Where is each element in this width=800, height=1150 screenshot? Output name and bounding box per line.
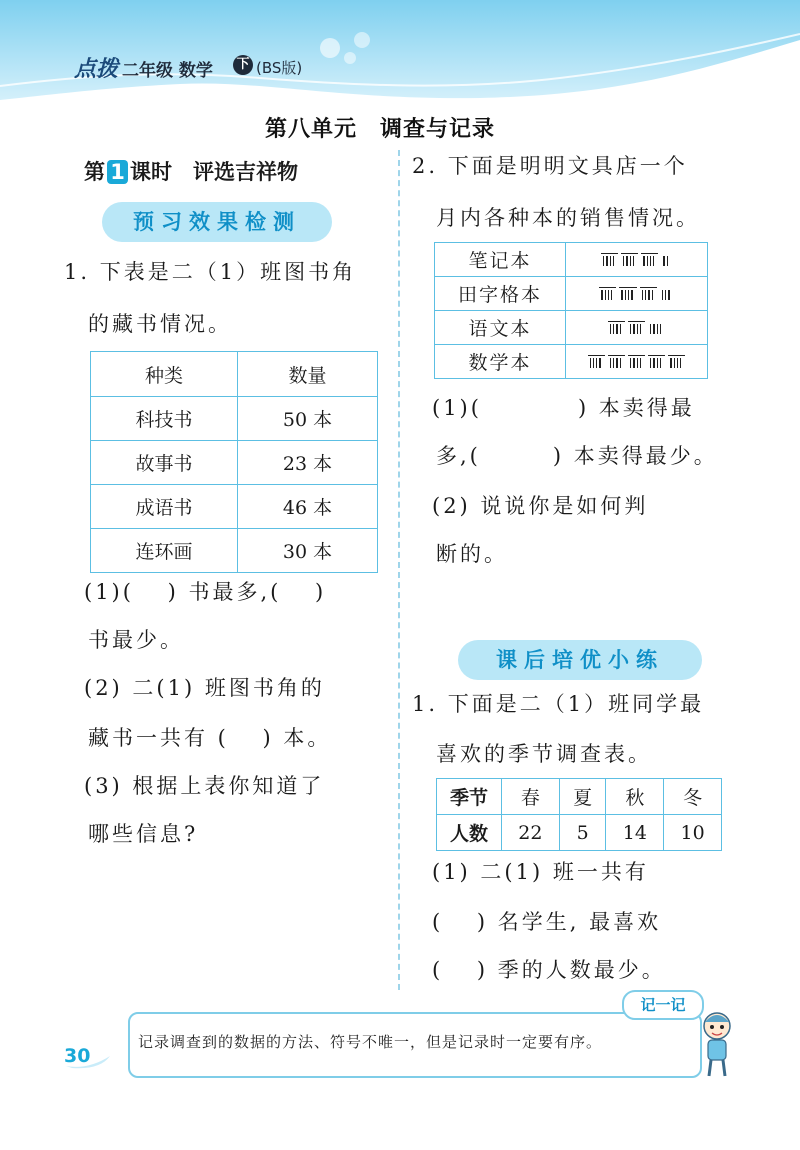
page-number: 30	[64, 1045, 91, 1067]
left-q1-sub3-line2: 哪些信息?	[88, 822, 199, 846]
tally-stroke	[677, 358, 678, 368]
note-tag: 记一记	[622, 990, 704, 1020]
tally-stroke	[610, 324, 611, 334]
right-q2-sub2-line1: (2) 说说你是如何判	[432, 494, 649, 518]
lesson-suffix: 课时 评选吉祥物	[130, 160, 298, 184]
tally-stroke	[608, 290, 609, 300]
tally-stroke	[613, 256, 614, 266]
tally-group	[623, 249, 636, 259]
tally-stroke	[620, 324, 621, 334]
table-header-row	[91, 352, 378, 397]
tally-stroke	[653, 358, 654, 368]
mascot-illustration	[698, 1010, 736, 1080]
tally-stroke	[653, 256, 654, 266]
right-after-q1-sub1-line1: (1) 二(1) 班一共有	[432, 860, 649, 884]
right-after-q1-line2: 喜欢的季节调查表。	[436, 742, 652, 766]
tally-crossbar	[668, 355, 685, 356]
table-header-cell: 种类	[91, 352, 238, 397]
tally-stroke	[665, 290, 666, 300]
tally-stroke	[640, 324, 641, 334]
lesson-number-badge: 1	[107, 160, 128, 184]
table-row	[435, 243, 708, 277]
note-text: 记录调查到的数据的方法、符号不唯一，但是记录时一定要有序。	[138, 1033, 603, 1051]
table-header-cell: 数量	[238, 352, 378, 397]
tally-stroke	[657, 324, 658, 334]
table-row	[435, 311, 708, 345]
tally-crossbar	[628, 355, 645, 356]
tally-group	[630, 317, 643, 327]
edition-label: (BS版)	[256, 59, 303, 77]
tally-stroke	[596, 358, 597, 368]
tally-stroke	[606, 256, 607, 266]
tally-stroke	[616, 358, 617, 368]
tally-stroke	[620, 358, 621, 368]
table-cell: 5	[559, 815, 606, 851]
tally-crossbar	[608, 321, 625, 322]
table-cell: 数学本	[435, 345, 566, 379]
tally-stroke	[648, 290, 649, 300]
tally-crossbar	[588, 355, 605, 356]
tally-crossbar	[599, 287, 616, 288]
tally-stroke	[616, 324, 617, 334]
table-cell: 科技书	[91, 397, 238, 441]
tally-group	[650, 351, 663, 361]
tally-stroke	[668, 290, 669, 300]
tally-stroke	[642, 290, 643, 300]
tally-stroke	[605, 290, 606, 300]
tally-stroke	[660, 358, 661, 368]
tally-marks	[590, 351, 684, 361]
tally-stroke	[650, 324, 651, 334]
table-header-cell: 季节	[437, 779, 502, 815]
table-row	[91, 441, 378, 485]
tally-group	[643, 249, 656, 259]
tally-group	[610, 317, 623, 327]
left-q1-sub1-line2: 书最少。	[88, 628, 184, 652]
table-row	[435, 345, 708, 379]
left-q1-sub3-line1: (3) 根据上表你知道了	[84, 774, 325, 798]
tally-cell	[566, 243, 708, 277]
book-title: 二年级 数学	[122, 61, 213, 81]
table-cell: 10	[664, 815, 722, 851]
header-wave-decoration	[0, 0, 800, 115]
table-cell: 30 本	[238, 529, 378, 573]
tally-stroke	[670, 358, 671, 368]
table-cell: 23 本	[238, 441, 378, 485]
tally-stroke	[637, 358, 638, 368]
tally-table	[434, 242, 708, 379]
tally-stroke	[613, 324, 614, 334]
table-row	[435, 277, 708, 311]
tally-cell	[566, 277, 708, 311]
tally-stroke	[650, 256, 651, 266]
tally-stroke	[633, 256, 634, 266]
tally-crossbar	[601, 253, 618, 254]
tally-stroke	[630, 256, 631, 266]
tally-stroke	[640, 358, 641, 368]
left-q1-line2: 的藏书情况。	[88, 312, 232, 336]
tally-stroke	[593, 358, 594, 368]
tally-stroke	[613, 358, 614, 368]
tally-crossbar	[628, 321, 645, 322]
tally-group	[663, 249, 670, 259]
tally-group	[670, 351, 683, 361]
table-cell: 田字格本	[435, 277, 566, 311]
tally-stroke	[667, 256, 668, 266]
table-cell: 故事书	[91, 441, 238, 485]
tally-stroke	[680, 358, 681, 368]
tally-stroke	[643, 256, 644, 266]
tally-stroke	[637, 324, 638, 334]
table-cell: 14	[606, 815, 664, 851]
tally-stroke	[633, 358, 634, 368]
table-row	[91, 397, 378, 441]
tally-stroke	[603, 256, 604, 266]
table-header-cell: 人数	[437, 815, 502, 851]
table-cell: 冬	[664, 779, 722, 815]
table-cell: 22	[502, 815, 560, 851]
unit-title: 第八单元 调查与记录	[265, 117, 496, 142]
tally-stroke	[621, 290, 622, 300]
table-row	[91, 485, 378, 529]
right-after-q1-sub1-line3: ( ) 季的人数最少。	[432, 958, 666, 982]
tally-stroke	[610, 256, 611, 266]
left-q1-sub2-line2: 藏书一共有 ( ) 本。	[88, 726, 332, 750]
tally-crossbar	[619, 287, 636, 288]
right-q2-sub1-line1: (1)( ) 本卖得最	[432, 396, 695, 420]
tally-stroke	[590, 358, 591, 368]
tally-stroke	[623, 256, 624, 266]
tally-stroke	[674, 358, 675, 368]
tally-marks	[601, 283, 671, 293]
tally-stroke	[662, 290, 663, 300]
tally-group	[601, 283, 614, 293]
tally-group	[603, 249, 616, 259]
tally-crossbar	[608, 355, 625, 356]
tally-group	[630, 351, 643, 361]
tally-group	[650, 317, 663, 327]
table-cell: 秋	[606, 779, 664, 815]
right-q2-sub1-line2: 多,( ) 本卖得最少。	[436, 444, 718, 468]
left-q1-sub1-line1: (1)( ) 书最多,( )	[84, 580, 327, 604]
tally-stroke	[633, 324, 634, 334]
book-table	[90, 351, 378, 573]
section-after-pill: 课后培优小练	[458, 640, 702, 680]
tally-stroke	[611, 290, 612, 300]
table-cell: 夏	[559, 779, 606, 815]
tally-stroke	[653, 324, 654, 334]
tally-group	[621, 283, 634, 293]
lesson-prefix: 第	[84, 160, 105, 184]
tally-stroke	[628, 290, 629, 300]
tally-crossbar	[621, 253, 638, 254]
table-cell: 50 本	[238, 397, 378, 441]
right-q2-sub2-line2: 断的。	[436, 542, 508, 566]
tally-cell	[566, 311, 708, 345]
tally-stroke	[599, 358, 600, 368]
tally-group	[590, 351, 603, 361]
season-table	[436, 778, 722, 851]
left-q1-line1: 1. 下表是二（1）班图书角	[64, 260, 357, 284]
tally-stroke	[645, 290, 646, 300]
tally-group	[610, 351, 623, 361]
tally-stroke	[630, 358, 631, 368]
tally-stroke	[610, 358, 611, 368]
tally-crossbar	[648, 355, 665, 356]
volume-badge: 下	[233, 55, 253, 75]
tally-stroke	[652, 290, 653, 300]
tally-stroke	[660, 324, 661, 334]
tally-crossbar	[640, 287, 657, 288]
right-after-q1-sub1-line2: ( ) 名学生, 最喜欢	[432, 910, 662, 934]
tally-stroke	[647, 256, 648, 266]
tally-stroke	[625, 290, 626, 300]
table-cell: 春	[502, 779, 560, 815]
table-cell: 笔记本	[435, 243, 566, 277]
left-q1-sub2-line1: (2) 二(1) 班图书角的	[84, 676, 325, 700]
tally-stroke	[630, 324, 631, 334]
tally-marks	[610, 317, 664, 327]
brand-logo: 点拨	[74, 57, 119, 82]
tally-cell	[566, 345, 708, 379]
table-cell: 成语书	[91, 485, 238, 529]
tally-stroke	[650, 358, 651, 368]
tally-group	[662, 283, 672, 293]
right-q2-line1: 2. 下面是明明文具店一个	[412, 154, 688, 178]
column-divider	[398, 150, 400, 990]
tally-crossbar	[641, 253, 658, 254]
tally-stroke	[601, 290, 602, 300]
tally-stroke	[663, 256, 664, 266]
table-cell: 语文本	[435, 311, 566, 345]
tally-group	[642, 283, 655, 293]
tally-stroke	[657, 358, 658, 368]
tally-marks	[603, 249, 670, 259]
tally-stroke	[631, 290, 632, 300]
right-after-q1-line1: 1. 下面是二（1）班同学最	[412, 692, 705, 716]
table-cell: 连环画	[91, 529, 238, 573]
table-row	[437, 779, 722, 815]
section-preview-pill: 预习效果检测	[102, 202, 332, 242]
table-cell: 46 本	[238, 485, 378, 529]
lesson-title	[84, 156, 298, 186]
tally-stroke	[626, 256, 627, 266]
right-q2-line2: 月内各种本的销售情况。	[436, 206, 700, 230]
